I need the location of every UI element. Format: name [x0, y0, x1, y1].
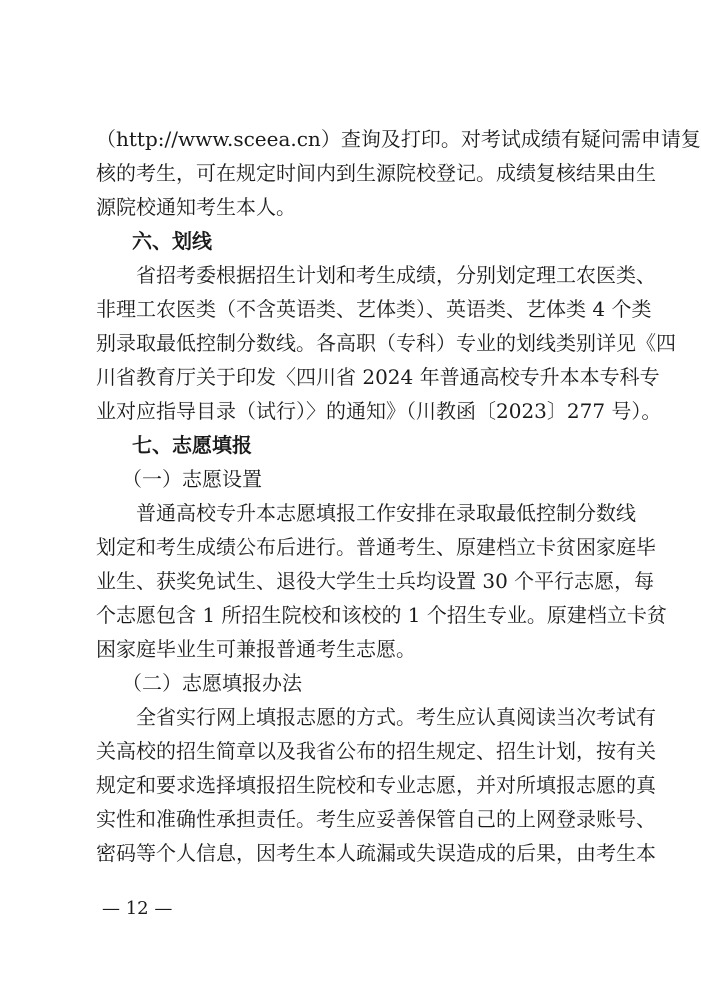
paragraph-line: 业对应指导目录（试行）〉的通知》（川教函〔2023〕277 号）。 — [96, 399, 662, 423]
paragraph-line: 普通高校专升本志愿填报工作安排在录取最低控制分数线 — [136, 501, 636, 525]
subsection-heading-2: （二）志愿填报办法 — [122, 671, 302, 695]
paragraph-line: 困家庭毕业生可兼报普通考生志愿。 — [96, 637, 416, 661]
section-heading-6: 六、划线 — [132, 229, 212, 253]
paragraph-line: 非理工农医类（不含英语类、艺体类）、英语类、艺体类 4 个类 — [96, 297, 652, 321]
paragraph-line: 省招考委根据招生计划和考生成绩，分别划定理工农医类、 — [136, 263, 656, 287]
paragraph-line: 川省教育厅关于印发〈四川省 2024 年普通高校专升本本专科专 — [96, 365, 660, 389]
paragraph-line: 实性和准确性承担责任。考生应妥善保管自己的上网登录账号、 — [96, 807, 656, 831]
paragraph-line: 规定和要求选择填报招生院校和专业志愿，并对所填报志愿的真 — [96, 773, 656, 797]
paragraph-line: 个志愿包含 1 所招生院校和该校的 1 个招生专业。原建档立卡贫 — [96, 603, 667, 627]
paragraph-line: 别录取最低控制分数线。各高职（专科）专业的划线类别详见《四 — [96, 331, 676, 355]
paragraph-line: 源院校通知考生本人。 — [96, 195, 296, 219]
paragraph-line: （http://www.sceea.cn）查询及打印。对考试成绩有疑问需申请复 — [96, 127, 701, 151]
subsection-heading-1: （一）志愿设置 — [122, 467, 262, 491]
section-heading-7: 七、志愿填报 — [132, 433, 252, 457]
paragraph-line: 全省实行网上填报志愿的方式。考生应认真阅读当次考试有 — [136, 705, 656, 729]
paragraph-line: 密码等个人信息，因考生本人疏漏或失误造成的后果，由考生本 — [96, 841, 656, 865]
paragraph-line: 关高校的招生简章以及我省公布的招生规定、招生计划，按有关 — [96, 739, 656, 763]
page-number: — 12 — — [102, 898, 173, 919]
paragraph-line: 核的考生，可在规定时间内到生源院校登记。成绩复核结果由生 — [96, 161, 656, 185]
paragraph-line: 划定和考生成绩公布后进行。普通考生、原建档立卡贫困家庭毕 — [96, 535, 656, 559]
paragraph-line: 业生、获奖免试生、退役大学生士兵均设置 30 个平行志愿，每 — [96, 569, 655, 593]
